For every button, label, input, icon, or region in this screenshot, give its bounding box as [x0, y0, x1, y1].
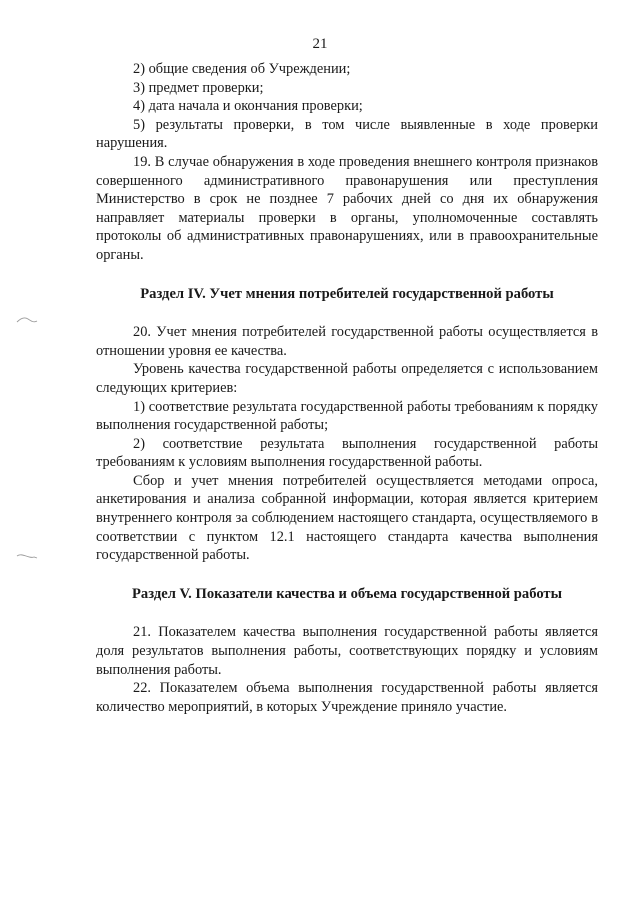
- paragraph-21: 21. Показателем качества выполнения государственной работы является доля результатов выполнения работы, соответствующих порядку и условиям выполнения работы.: [96, 624, 598, 678]
- list-item: 3) предмет проверки;: [133, 79, 264, 96]
- paragraph-19: 19. В случае обнаружения в ходе проведения внешнего контроля признаков совершенного административного правонарушения или преступления Министерство в срок не позднее 7 рабочих дней со дня их обнаружения направляет материалы проверки в органы, уполномоченные составлять протоколы об административных правонарушениях, или в правоохранительные органы.: [96, 153, 598, 263]
- page-number: 21: [312, 36, 328, 52]
- list-item: 4) дата начала и окончания проверки;: [133, 98, 363, 115]
- criterion-item: 1) соответствие результата государственной работы требованиям к порядку выполнения государственной работы;: [96, 398, 598, 434]
- margin-mark: [16, 552, 38, 560]
- margin-mark: [16, 316, 38, 324]
- list-item: 5) результаты проверки, в том числе выявленные в ходе проверки нарушения.: [96, 116, 598, 152]
- paragraph-20: 20. Учет мнения потребителей государственной работы осуществляется в отношении уровня ее качества.: [96, 324, 598, 359]
- section-iv-heading: Раздел IV. Учет мнения потребителей государственной работы: [140, 285, 554, 302]
- paragraph-22: 22. Показателем объема выполнения государственной работы является количество мероприятий, в которых Учреждение приняло участие.: [96, 680, 598, 715]
- section-v-heading: Раздел V. Показатели качества и объема государственной работы: [132, 585, 562, 602]
- document-body: [96, 60, 598, 716]
- paragraph: Сбор и учет мнения потребителей осуществляется методами опроса, анкетирования и анализа собранной информации, которая является критерием внутреннего контроля за соблюдением настоящего стандарта, осуществляемого в соответствии с пунктом 12.1 настоящего стандарта качества выполнения государственной работы.: [96, 472, 598, 564]
- criterion-item: 2) соответствие результата выполнения государственной работы требованиям к условиям выполнения государственной работы.: [96, 435, 598, 471]
- paragraph: Уровень качества государственной работы определяется с использованием следующих критериев:: [96, 361, 598, 396]
- list-item: 2) общие сведения об Учреждении;: [133, 61, 351, 77]
